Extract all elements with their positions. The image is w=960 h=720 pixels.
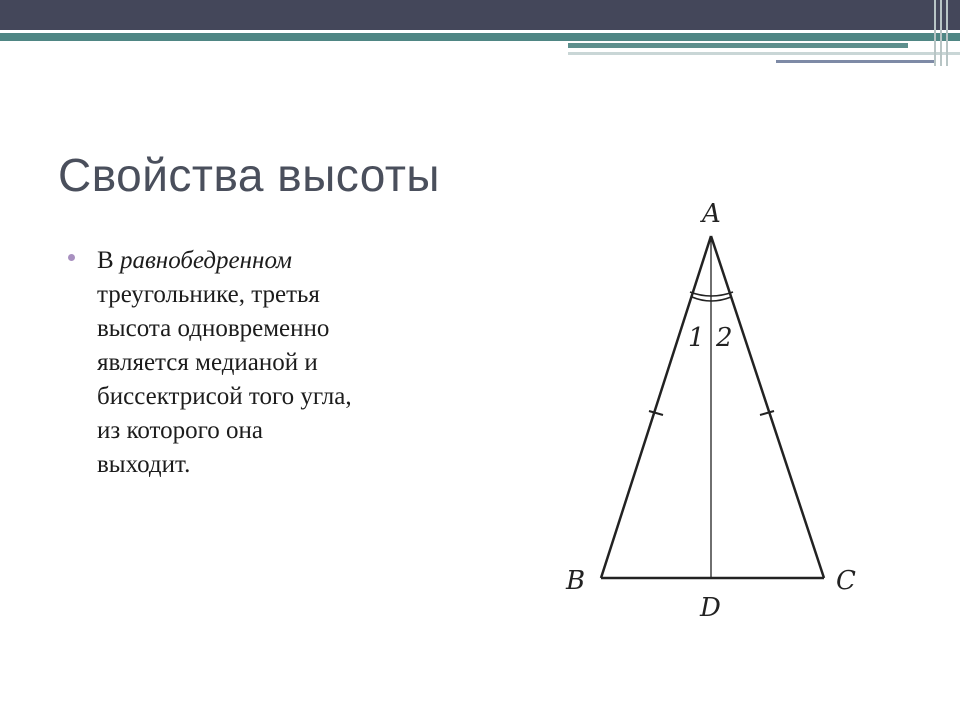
- header-band: [0, 0, 960, 30]
- header-corner-decoration: [930, 0, 960, 66]
- bullet-dot-icon: [68, 254, 75, 261]
- bullet-line-6: из которого она: [97, 417, 264, 444]
- bullet-line-2: треугольнике, третья: [97, 281, 320, 308]
- label-b: B: [566, 566, 586, 596]
- bullet-line-3: высота одновременно: [97, 315, 330, 342]
- isosceles-triangle-diagram: [556, 186, 906, 626]
- header-stripe-2: [568, 52, 960, 55]
- slide-title: Свойства высоты: [58, 149, 440, 201]
- angle-label-2: 2: [716, 323, 733, 353]
- bullet-lead: В: [97, 247, 120, 274]
- side-ac: [711, 236, 824, 578]
- bullet-line-4: является медианой и: [97, 349, 318, 376]
- side-ab: [601, 236, 711, 578]
- header-stripe-1: [568, 43, 908, 48]
- bullet-line-5: биссектрисой того угла,: [97, 383, 352, 410]
- label-c: C: [836, 566, 856, 596]
- bullet-emphasis: равнобедренном: [119, 247, 292, 274]
- bullet-line-7: выходит.: [97, 451, 191, 478]
- label-d: D: [700, 593, 721, 623]
- bullet-text: [97, 244, 468, 482]
- bullet-item: [68, 244, 468, 482]
- label-a: A: [702, 199, 721, 229]
- header-stripe-3: [776, 60, 936, 63]
- angle-label-1: 1: [688, 323, 705, 353]
- tick-mark-ab: [649, 411, 663, 415]
- tick-mark-ac: [760, 411, 774, 415]
- header-accent-line: [0, 33, 960, 41]
